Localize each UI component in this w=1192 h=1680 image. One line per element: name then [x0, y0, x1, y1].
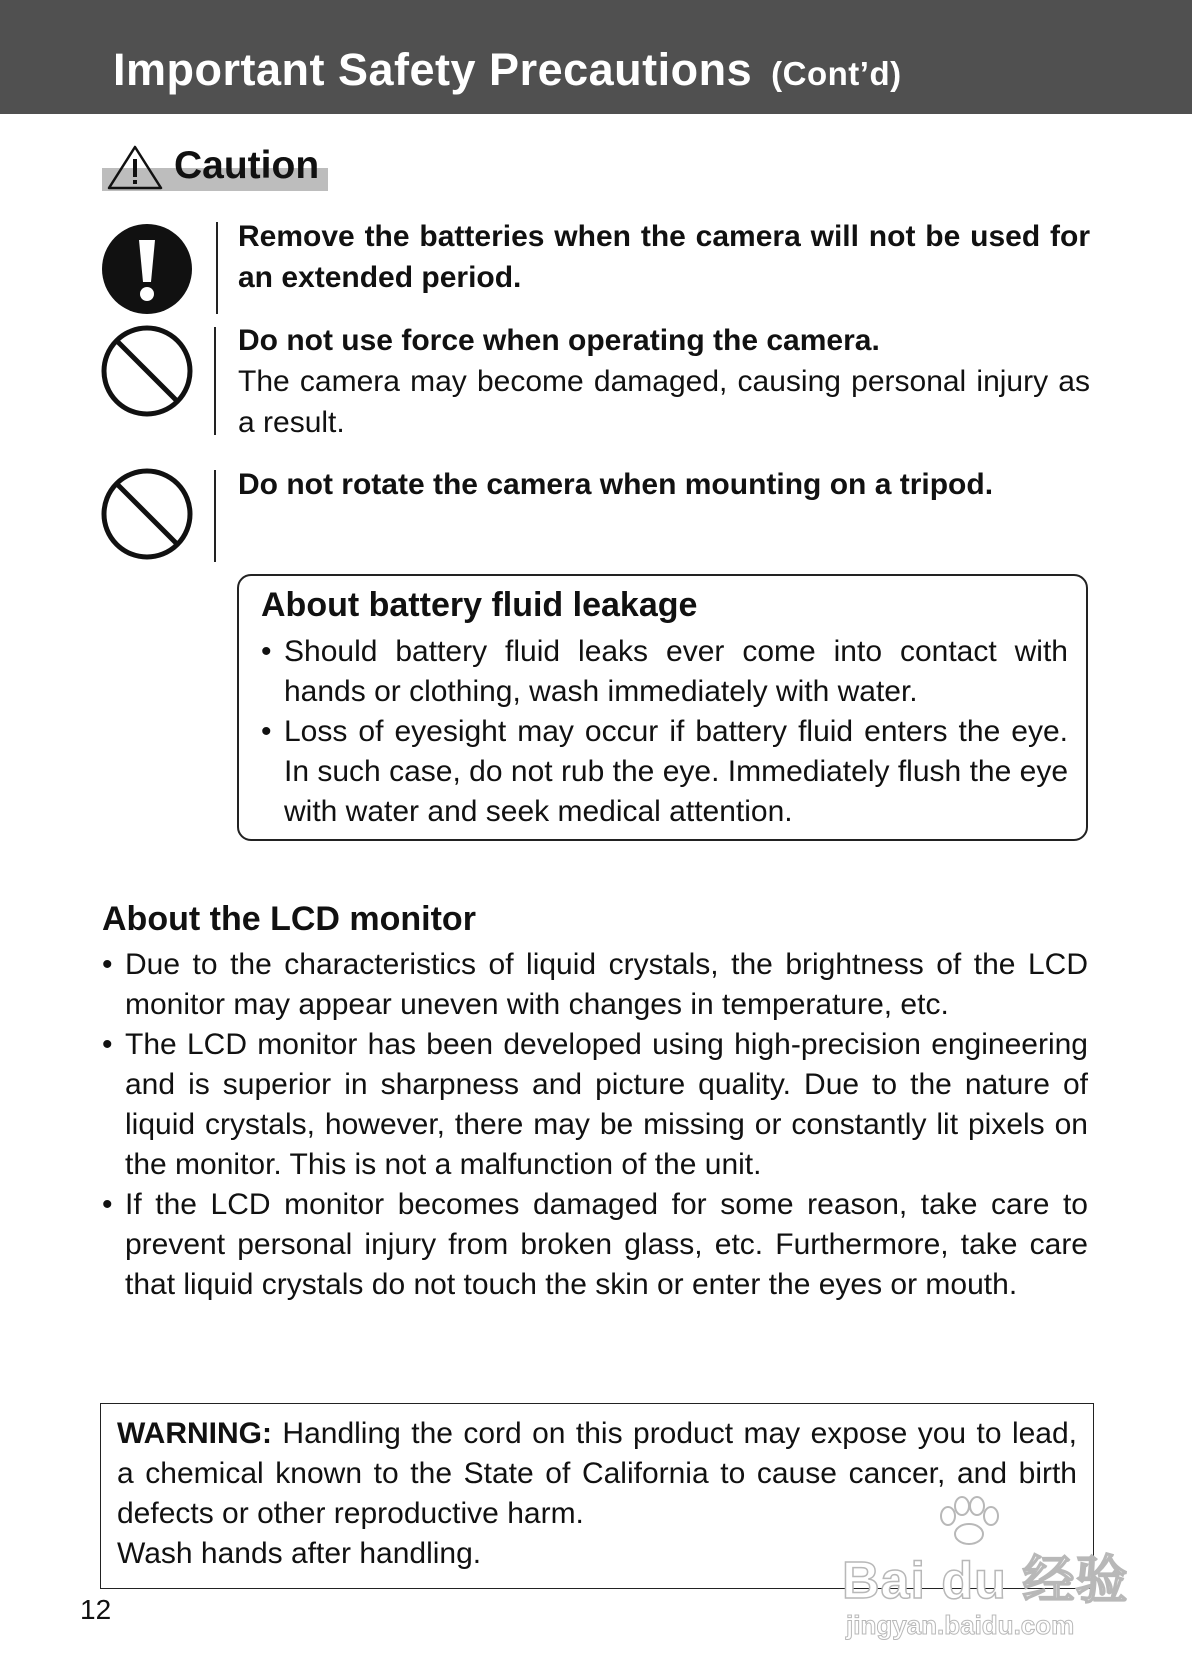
- caution-heading: [102, 144, 328, 192]
- list-item: • If the LCD monitor becomes damaged for some reason, take care to prevent personal injury from broken glass, etc. Furthermore, take care that liquid crystals do not touch the skin or enter the eyes or mouth.: [102, 1185, 1088, 1305]
- watermark-main-text: Bai du 经验: [842, 1552, 1129, 1610]
- page-title: [113, 44, 902, 96]
- battery-leak-title: About battery fluid leakage: [261, 586, 698, 624]
- list-item: • Loss of eyesight may occur if battery fluid enters the eye. In such case, do not rub the eye. Immediately flush the eye with water and seek medical attention.: [261, 712, 1068, 832]
- item-divider: [216, 222, 218, 314]
- lcd-section-title: About the LCD monitor: [102, 900, 476, 938]
- page-number: 12: [80, 1594, 112, 1625]
- prohibition-icon: [100, 467, 194, 561]
- item-title: Remove the batteries when the camera will not be used for an extended period.: [238, 220, 1090, 294]
- battery-leak-list: [261, 632, 1068, 832]
- item-divider: [214, 327, 216, 435]
- page-title-suffix: (Cont’d): [771, 55, 902, 92]
- list-item: • Due to the characteristics of liquid crystals, the brightness of the LCD monitor may appear uneven with changes in temperature, etc.: [102, 945, 1088, 1025]
- header-bar: [0, 0, 1192, 114]
- lcd-list: [102, 945, 1088, 1305]
- warning-wash-text: Wash hands after handling.: [117, 1537, 482, 1570]
- caution-label: Caution: [174, 144, 320, 187]
- list-item: • The LCD monitor has been developed using high-precision engineering and is superior in sharpness and picture quality. Due to the nature of liquid crystals, however, there may be missing or constantly lit pixels on the monitor. This is not a malfunction of the unit.: [102, 1025, 1088, 1185]
- battery-leak-box: [237, 574, 1088, 841]
- page-title-main: Important Safety Precautions: [113, 44, 753, 95]
- item-title: Do not rotate the camera when mounting on a tripod.: [238, 468, 994, 501]
- baidu-watermark: [842, 1496, 1129, 1656]
- mandatory-exclamation-icon: [100, 222, 194, 316]
- item-body: The camera may become damaged, causing personal injury as a result.: [238, 365, 1090, 439]
- watermark-url: jingyan.baidu.com: [846, 1610, 1075, 1640]
- warning-triangle-icon: [106, 144, 164, 190]
- item-divider: [214, 470, 216, 562]
- warning-label: WARNING:: [117, 1417, 272, 1450]
- list-item: • Should battery fluid leaks ever come into contact with hands or clothing, wash immediately with water.: [261, 632, 1068, 712]
- item-title: Do not use force when operating the camera.: [238, 324, 880, 357]
- prohibition-icon: [100, 324, 194, 418]
- warning-body: Handling the cord on this product may expose you to lead, a chemical known to the State of California to cause cancer, and birth defects or other reproductive harm.: [117, 1417, 1077, 1530]
